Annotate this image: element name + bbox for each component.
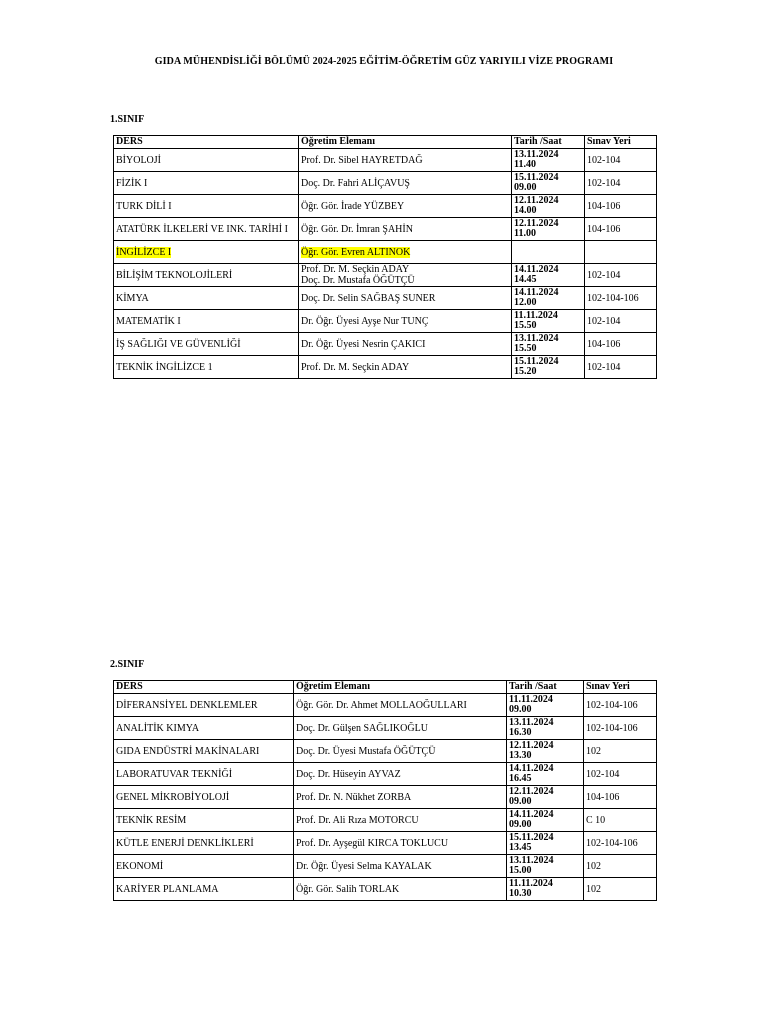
exam-time: 13.45 [509, 842, 532, 853]
instructor-cell: Doç. Dr. Hüseyin AYVAZ [294, 763, 507, 786]
instructor-cell: Prof. Dr. Sibel HAYRETDAĞ [299, 149, 512, 172]
table-header-row [114, 681, 657, 694]
header-room: Sınav Yeri [585, 136, 657, 149]
table-row [114, 356, 657, 379]
exam-time: 11.40 [514, 159, 536, 170]
room-cell: 102-104 [585, 310, 657, 333]
table-row [114, 333, 657, 356]
datetime-cell [507, 832, 584, 855]
exam-time: 14.00 [514, 205, 537, 216]
room-cell: 102 [584, 878, 657, 901]
table-row [114, 878, 657, 901]
instructor-cell: Prof. Dr. Ali Rıza MOTORCU [294, 809, 507, 832]
datetime-cell [512, 241, 585, 264]
table-row [114, 717, 657, 740]
exam-time: 14.45 [514, 274, 537, 285]
header-instructor: Öğretim Elemanı [294, 681, 507, 694]
exam-date: 14.11.2024 [509, 809, 554, 820]
instructor-cell: Prof. Dr. Ayşegül KIRCA TOKLUCU [294, 832, 507, 855]
instructor-cell: Doç. Dr. Gülşen SAĞLIKOĞLU [294, 717, 507, 740]
table-row [114, 740, 657, 763]
datetime-cell [507, 786, 584, 809]
table-row [114, 786, 657, 809]
course-cell: GENEL MİKROBİYOLOJİ [114, 786, 294, 809]
datetime-cell [512, 172, 585, 195]
datetime-cell [507, 717, 584, 740]
table-row [114, 809, 657, 832]
room-cell: 104-106 [585, 195, 657, 218]
schedule-table-1 [113, 135, 657, 379]
table-row [114, 218, 657, 241]
room-cell: 102-104-106 [585, 287, 657, 310]
exam-date: 13.11.2024 [514, 333, 559, 344]
instructor-cell: Doç. Dr. Fahri ALİÇAVUŞ [299, 172, 512, 195]
datetime-cell [512, 218, 585, 241]
datetime-cell [507, 740, 584, 763]
course-cell: BİLİŞİM TEKNOLOJİLERİ [114, 264, 299, 287]
instructor-cell: Doç. Dr. Üyesi Mustafa ÖĞÜTÇÜ [294, 740, 507, 763]
room-cell: 104-106 [584, 786, 657, 809]
room-cell [585, 241, 657, 264]
course-cell: LABORATUVAR TEKNİĞİ [114, 763, 294, 786]
exam-date: 14.11.2024 [514, 264, 559, 275]
course-cell [114, 241, 299, 264]
instructor-cell: Dr. Öğr. Üyesi Nesrin ÇAKICI [299, 333, 512, 356]
room-cell: 104-106 [585, 218, 657, 241]
exam-time: 10.30 [509, 888, 532, 899]
datetime-cell [512, 264, 585, 287]
room-cell: 102-104 [584, 763, 657, 786]
header-datetime: Tarih /Saat [507, 681, 584, 694]
room-cell: 102-104-106 [584, 717, 657, 740]
course-cell: ANALİTİK KIMYA [114, 717, 294, 740]
instructor-cell: Öğr. Gör. Dr. İmran ŞAHİN [299, 218, 512, 241]
section-1-label: 1.SINIF [110, 114, 145, 125]
room-cell: 102-104 [585, 149, 657, 172]
course-cell: GIDA ENDÜSTRİ MAKİNALARI [114, 740, 294, 763]
room-cell: 104-106 [585, 333, 657, 356]
table-row [114, 195, 657, 218]
table-row [114, 694, 657, 717]
course-cell: TEKNİK İNGİLİZCE 1 [114, 356, 299, 379]
instructor-name-2: Doç. Dr. Mustafa ÖĞÜTÇÜ [301, 275, 415, 286]
datetime-cell [512, 356, 585, 379]
instructor-cell: Öğr. Gör. İrade YÜZBEY [299, 195, 512, 218]
exam-date: 11.11.2024 [514, 310, 558, 321]
course-cell: BİYOLOJİ [114, 149, 299, 172]
instructor-cell: Dr. Öğr. Üyesi Ayşe Nur TUNÇ [299, 310, 512, 333]
exam-date: 13.11.2024 [509, 717, 554, 728]
datetime-cell [512, 333, 585, 356]
exam-date: 15.11.2024 [514, 356, 559, 367]
room-cell: 102 [584, 855, 657, 878]
header-course: DERS [114, 681, 294, 694]
exam-time: 09.00 [509, 819, 532, 830]
exam-date: 11.11.2024 [509, 878, 553, 889]
datetime-cell [507, 855, 584, 878]
exam-date: 13.11.2024 [509, 855, 554, 866]
course-cell: ATATÜRK İLKELERİ VE INK. TARİHİ I [114, 218, 299, 241]
highlighted-text: Öğr. Gör. Evren ALTINOK [301, 246, 411, 258]
instructor-cell: Prof. Dr. N. Nükhet ZORBA [294, 786, 507, 809]
exam-time: 12.00 [514, 297, 537, 308]
course-cell: TURK DİLİ I [114, 195, 299, 218]
course-cell: DİFERANSİYEL DENKLEMLER [114, 694, 294, 717]
room-cell: 102-104 [585, 356, 657, 379]
table-header-row [114, 136, 657, 149]
room-cell: 102-104 [585, 172, 657, 195]
header-course: DERS [114, 136, 299, 149]
table-row [114, 763, 657, 786]
highlighted-text: İNGİLİZCE I [116, 246, 172, 258]
table-row [114, 241, 657, 264]
exam-date: 12.11.2024 [509, 786, 554, 797]
exam-date: 13.11.2024 [514, 149, 559, 160]
exam-time: 15.50 [514, 320, 537, 331]
datetime-cell [507, 809, 584, 832]
exam-date: 11.11.2024 [509, 694, 553, 705]
table-row [114, 310, 657, 333]
instructor-name: Prof. Dr. M. Seçkin ADAY [301, 264, 410, 275]
course-cell: KÜTLE ENERJİ DENKLİKLERİ [114, 832, 294, 855]
course-cell: EKONOMİ [114, 855, 294, 878]
exam-time: 09.00 [509, 704, 532, 715]
exam-time: 11.00 [514, 228, 536, 239]
header-room: Sınav Yeri [584, 681, 657, 694]
exam-time: 09.00 [514, 182, 537, 193]
datetime-cell [507, 763, 584, 786]
exam-time: 13.30 [509, 750, 532, 761]
room-cell: 102-104-106 [584, 694, 657, 717]
datetime-cell [507, 878, 584, 901]
instructor-cell: Öğr. Gör. Salih TORLAK [294, 878, 507, 901]
exam-date: 12.11.2024 [514, 218, 559, 229]
exam-date: 12.11.2024 [509, 740, 554, 751]
exam-date: 14.11.2024 [514, 287, 559, 298]
exam-time: 15.50 [514, 343, 537, 354]
exam-time: 15.20 [514, 366, 537, 377]
room-cell: 102-104 [585, 264, 657, 287]
exam-date: 14.11.2024 [509, 763, 554, 774]
course-cell: KİMYA [114, 287, 299, 310]
course-cell: İŞ SAĞLIĞI VE GÜVENLİĞİ [114, 333, 299, 356]
course-cell: KARİYER PLANLAMA [114, 878, 294, 901]
instructor-cell: Öğr. Gör. Dr. Ahmet MOLLAOĞULLARI [294, 694, 507, 717]
instructor-cell: Dr. Öğr. Üyesi Selma KAYALAK [294, 855, 507, 878]
course-cell: FİZİK I [114, 172, 299, 195]
datetime-cell [512, 310, 585, 333]
datetime-cell [512, 149, 585, 172]
room-cell: C 10 [584, 809, 657, 832]
datetime-cell [512, 287, 585, 310]
header-instructor: Öğretim Elemanı [299, 136, 512, 149]
header-datetime: Tarih /Saat [512, 136, 585, 149]
instructor-cell [299, 241, 512, 264]
table-row [114, 149, 657, 172]
schedule-table-2 [113, 680, 657, 901]
instructor-cell: Prof. Dr. M. Seçkin ADAY [299, 356, 512, 379]
exam-time: 15.00 [509, 865, 532, 876]
table-row [114, 172, 657, 195]
course-cell: MATEMATİK I [114, 310, 299, 333]
instructor-cell [299, 264, 512, 287]
course-cell: TEKNİK RESİM [114, 809, 294, 832]
room-cell: 102-104-106 [584, 832, 657, 855]
exam-date: 15.11.2024 [514, 172, 559, 183]
table-row [114, 287, 657, 310]
exam-date: 12.11.2024 [514, 195, 559, 206]
exam-date: 15.11.2024 [509, 832, 554, 843]
table-row [114, 264, 657, 287]
room-cell: 102 [584, 740, 657, 763]
exam-time: 16.45 [509, 773, 532, 784]
datetime-cell [507, 694, 584, 717]
exam-time: 16.30 [509, 727, 532, 738]
instructor-cell: Doç. Dr. Selin SAĞBAŞ SUNER [299, 287, 512, 310]
section-2-label: 2.SINIF [110, 659, 145, 670]
exam-time: 09.00 [509, 796, 532, 807]
page-title: GIDA MÜHENDİSLİĞİ BÖLÜMÜ 2024-2025 EĞİTİM-ÖĞRETİM GÜZ YARIYILI VİZE PROGRAMI [154, 56, 614, 67]
table-row [114, 855, 657, 878]
datetime-cell [512, 195, 585, 218]
table-row [114, 832, 657, 855]
